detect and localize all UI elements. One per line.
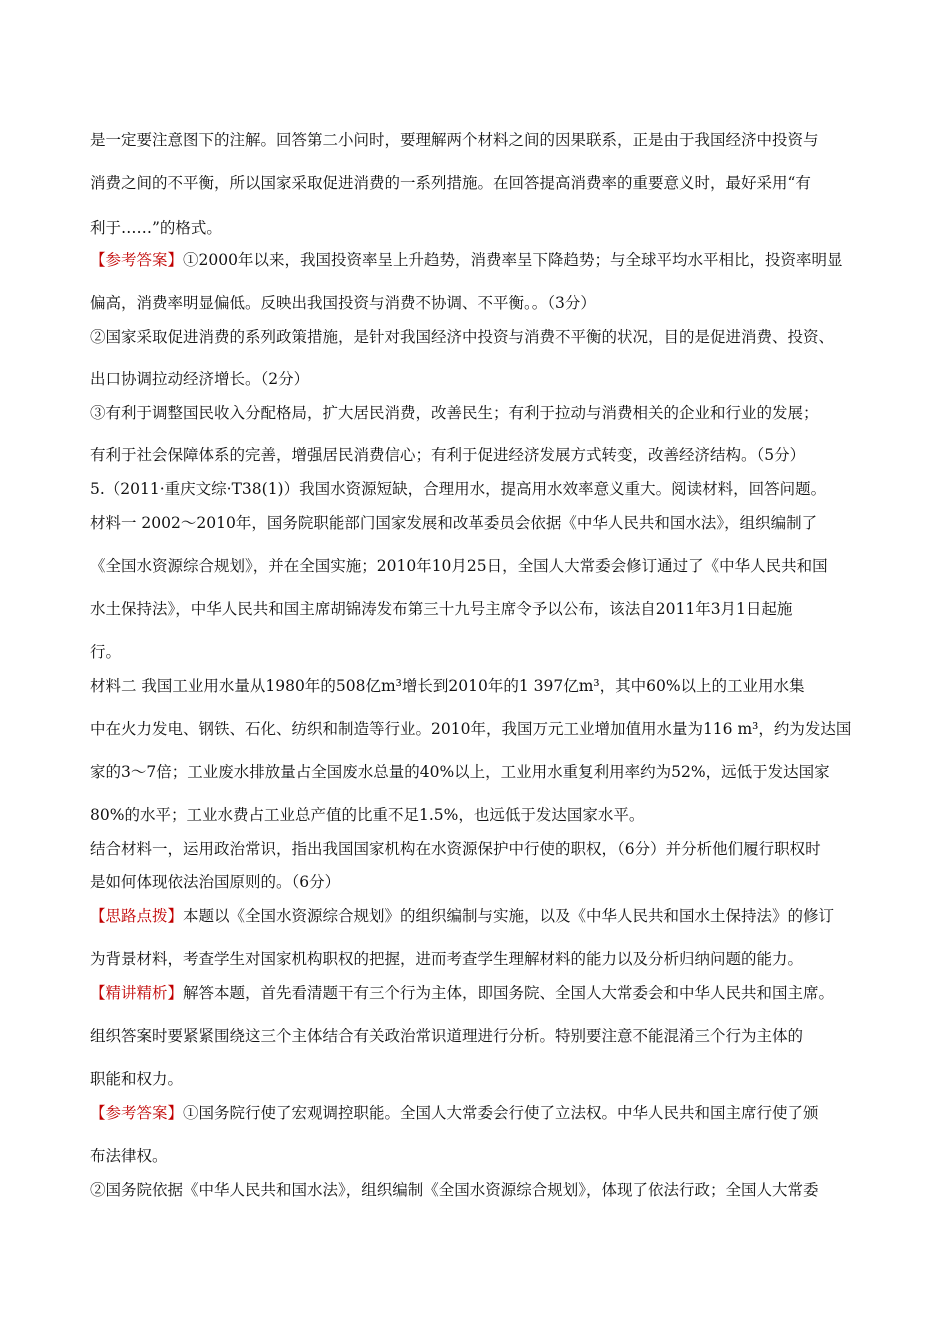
line-text: 材料二 我国工业用水量从1980年的508亿m³增长到2010年的1 397亿m³，其中60%以上的工业用水集 [90,677,805,695]
text-line [90,1024,890,1048]
text-line [90,554,890,578]
line-text: 偏高，消费率明显偏低。反映出我国投资与消费不协调、不平衡。。（3分） [90,294,596,312]
line-text: 结合材料一，运用政治常识，指出我国国家机构在水资源保护中行使的职权，（6分）并分析他们履行职权时 [90,840,821,858]
text-line [90,477,890,501]
line-text: 家的3～7倍；工业废水排放量占全国废水总量的40%以上，工业用水重复利用率约为52%，远低于发达国家 [90,763,830,781]
text-line [90,597,890,621]
text-line [90,401,890,425]
text-line [90,947,890,971]
line-text: 5.（2011·重庆文综·T38(1)）我国水资源短缺，合理用水，提高用水效率意义重大。阅读材料，回答问题。 [90,480,827,498]
line-text: ①国务院行使了宏观调控职能。全国人大常委会行使了立法权。中华人民共和国主席行使了颁 [183,1104,819,1122]
line-text: ②国务院依据《中华人民共和国水法》，组织编制《全国水资源综合规划》，体现了依法行政；全国人大常委 [90,1181,819,1199]
text-line [90,837,890,861]
text-line [90,128,890,152]
line-text: 80%的水平；工业水费占工业总产值的比重不足1.5%，也远低于发达国家水平。 [90,806,645,824]
text-line [90,870,890,894]
section-tag: 【精讲精析】 [90,984,184,1002]
line-text: 行。 [90,643,122,661]
text-line [90,1144,890,1168]
section-tag: 【参考答案】 [90,251,184,269]
line-text: 是一定要注意图下的注解。回答第二小问时，要理解两个材料之间的因果联系，正是由于我国经济中投资与 [90,131,819,149]
text-line [90,367,890,391]
line-text: 利于……”的格式。 [90,219,222,237]
section-line [90,904,890,928]
section-line [90,981,890,1005]
line-text: 材料一 2002～2010年，国务院职能部门国家发展和改革委员会依据《中华人民共和国水法》，组织编制了 [90,514,818,532]
line-text: 出口协调拉动经济增长。（2分） [90,370,310,388]
line-text: 组织答案时要紧紧围绕这三个主体结合有关政治常识道理进行分析。特别要注意不能混淆三个行为主体的 [90,1027,804,1045]
text-line [90,1067,890,1091]
text-line [90,171,890,195]
text-line [90,674,890,698]
text-line [90,216,890,240]
line-text: 本题以《全国水资源综合规划》的组织编制与实施，以及《中华人民共和国水土保持法》的修订 [183,907,835,925]
section-tag: 【思路点拨】 [90,907,184,925]
text-line [90,511,890,535]
line-text: ①2000年以来，我国投资率呈上升趋势，消费率呈下降趋势；与全球平均水平相比，投资率明显 [183,251,843,269]
line-text: 消费之间的不平衡，所以国家采取促进消费的一系列措施。在回答提高消费率的重要意义时，最好采用“有 [90,174,811,192]
line-text: 水土保持法》，中华人民共和国主席胡锦涛发布第三十九号主席令予以公布，该法自2011年3月1日起施 [90,600,793,618]
line-text: 为背景材料，考查学生对国家机构职权的把握，进而考查学生理解材料的能力以及分析归纳问题的能力。 [90,950,804,968]
line-text: ③有利于调整国民收入分配格局，扩大居民消费，改善民生；有利于拉动与消费相关的企业和行业的发展； [90,404,819,422]
line-text: 职能和权力。 [90,1070,184,1088]
section-tag: 【参考答案】 [90,1104,184,1122]
text-line [90,291,890,315]
text-line [90,760,890,784]
line-text: ②国家采取促进消费的系列政策措施，是针对我国经济中投资与消费不平衡的状况，目的是促进消费、投资、 [90,328,835,346]
line-text: 解答本题，首先看清题干有三个行为主体，即国务院、全国人大常委会和中华人民共和国主席。 [183,984,835,1002]
text-line [90,1178,890,1202]
line-text: 《全国水资源综合规划》，并在全国实施；2010年10月25日，全国人大常委会修订通过了《中华人民共和国 [90,557,828,575]
text-line [90,717,890,741]
line-text: 是如何体现依法治国原则的。（6分） [90,873,341,891]
text-line [90,325,890,349]
section-line [90,1101,890,1125]
line-text: 有利于社会保障体系的完善，增强居民消费信心；有利于促进经济发展方式转变，改善经济结构。（5分） [90,446,806,464]
line-text: 布法律权。 [90,1147,168,1165]
text-line [90,443,890,467]
text-line [90,803,890,827]
text-line [90,640,890,664]
line-text: 中在火力发电、钢铁、石化、纺织和制造等行业。2010年，我国万元工业增加值用水量为116 m³，约为发达国 [90,720,852,738]
section-line [90,248,890,272]
